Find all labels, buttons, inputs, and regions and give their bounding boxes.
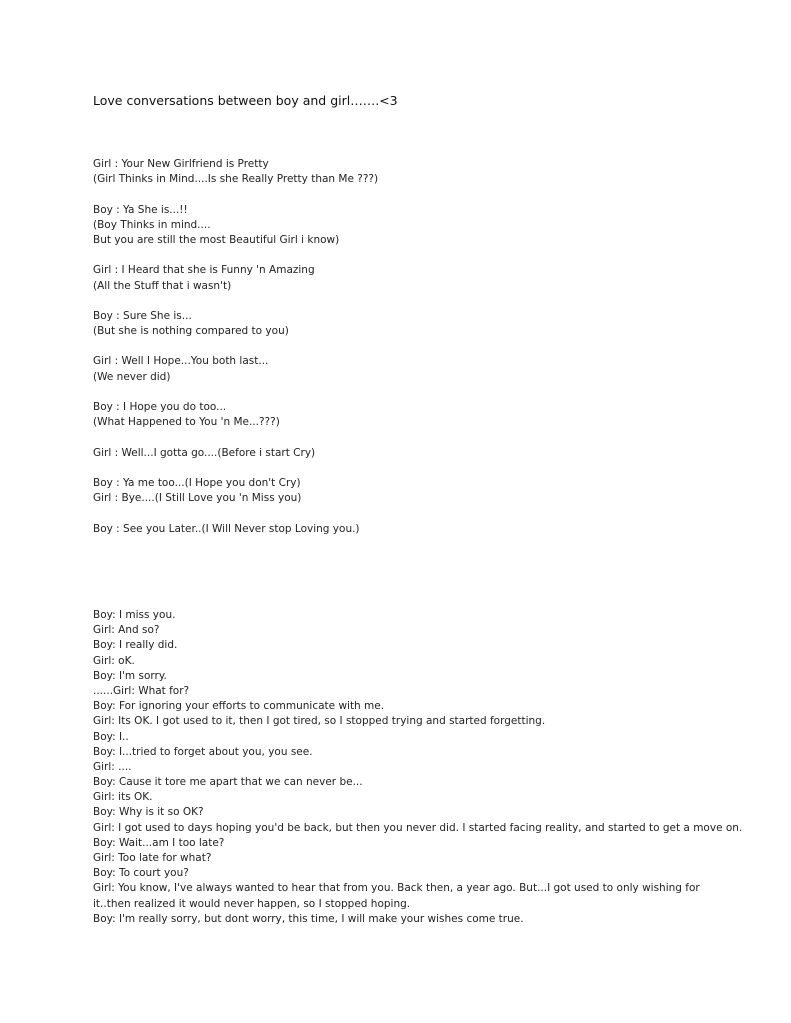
dialogue-line: Boy: I miss you.	[93, 609, 176, 621]
dialogue-line: Boy: I'm really sorry, but dont worry, this time, I will make your wishes come true.	[93, 912, 524, 925]
dialogue-line: Girl : Well...I gotta go....(Before i start Cry)	[93, 446, 316, 459]
dialogue-line: Boy: Wait...am I too late?	[93, 836, 225, 849]
dialogue-line: Girl : Your New Girlfriend is Pretty	[93, 158, 269, 170]
dialogue-line: Boy : Sure She is...	[93, 309, 192, 322]
stanza-gap	[93, 430, 378, 445]
dialogue-line: Boy: I...tried to forget about you, you see.	[93, 745, 313, 758]
dialogue-line: But you are still the most Beautiful Girl i know)	[93, 233, 340, 246]
stanza-gap	[93, 385, 378, 400]
stanza-gap	[93, 461, 378, 476]
dialogue-line: Boy: Why is it so OK?	[93, 806, 204, 819]
dialogue-line: Boy: I..	[93, 730, 129, 743]
dialogue-line: (But she is nothing compared to you)	[93, 325, 289, 338]
dialogue-line: Boy : Ya She is...!!	[93, 203, 188, 216]
stanza-gap	[93, 339, 378, 354]
dialogue-line: Boy : I Hope you do too...	[93, 401, 227, 413]
dialogue-line: ......Girl: What for?	[93, 684, 190, 697]
dialogue-line: (Girl Thinks in Mind....Is she Really Pretty than Me ???)	[93, 173, 379, 186]
dialogue-line: Boy: I'm sorry.	[93, 669, 167, 682]
conversation-part-2	[93, 608, 742, 927]
dialogue-line: (All the Stuff that i wasn't)	[93, 279, 232, 292]
dialogue-line: Girl: I got used to days hoping you'd be back, but then you never did. I started facing reality, and started to get a move on.	[93, 821, 743, 834]
dialogue-line: (We never did)	[93, 370, 171, 383]
dialogue-line: Boy: I really did.	[93, 639, 178, 652]
dialogue-line: (Boy Thinks in mind....	[93, 218, 211, 231]
dialogue-line: Boy : Ya me too...(I Hope you don't Cry)	[93, 476, 301, 489]
dialogue-line: Girl: Too late for what?	[93, 852, 212, 864]
stanza-gap	[93, 248, 378, 263]
document-title: Love conversations between boy and girl…….<3	[93, 93, 398, 108]
stanza-gap	[93, 294, 378, 309]
dialogue-line: Girl : Well I Hope...You both last...	[93, 355, 269, 368]
dialogue-line: Girl: its OK.	[93, 791, 153, 804]
dialogue-line: Boy: For ignoring your efforts to communicate with me.	[93, 700, 385, 713]
stanza-gap	[93, 506, 378, 521]
dialogue-line: Boy: To court you?	[93, 867, 189, 880]
dialogue-line: Girl: And so?	[93, 624, 160, 637]
dialogue-line: Girl : Bye....(I Still Love you 'n Miss you)	[93, 492, 302, 505]
dialogue-line: Girl: oK.	[93, 654, 135, 667]
conversation-part-1	[93, 157, 378, 537]
stanza-gap	[93, 187, 378, 202]
dialogue-line: Girl: You know, I've always wanted to hear that from you. Back then, a year ago. But...I got used to only wishing for	[93, 882, 700, 895]
dialogue-line: it..then realized it would never happen, so I stopped hoping.	[93, 897, 411, 910]
dialogue-line: Boy: Cause it tore me apart that we can never be...	[93, 776, 363, 789]
dialogue-line: Boy : See you Later..(I Will Never stop Loving you.)	[93, 522, 360, 535]
dialogue-line: Girl : I Heard that she is Funny 'n Amazing	[93, 264, 315, 277]
dialogue-line: Girl: Its OK. I got used to it, then I got tired, so I stopped trying and started forgetting.	[93, 715, 546, 728]
dialogue-line: (What Happened to You 'n Me...???)	[93, 416, 280, 429]
dialogue-line: Girl: ....	[93, 760, 132, 773]
